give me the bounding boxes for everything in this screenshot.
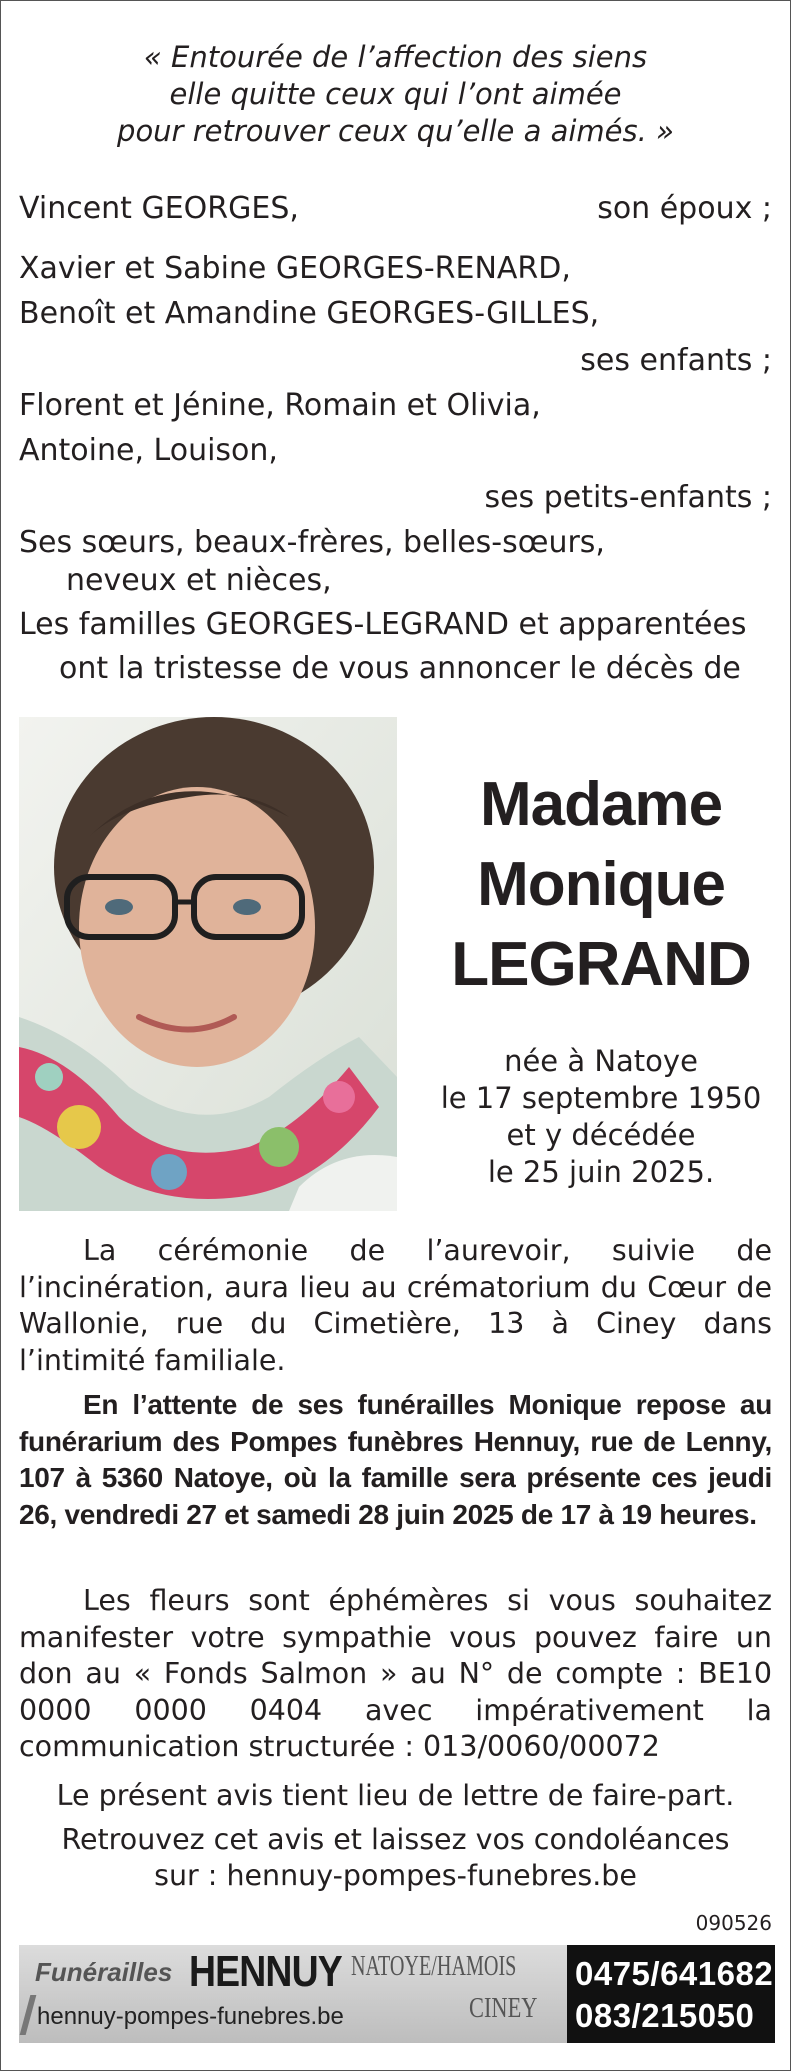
funerailles-label: Funérailles bbox=[35, 1957, 173, 1987]
condolences-website: sur : hennuy-pompes-funebres.be bbox=[154, 1859, 637, 1892]
phone-number-mobile: 0475/641682 bbox=[575, 1955, 774, 1992]
grandchildren-relation: ses petits-enfants ; bbox=[484, 480, 772, 515]
portrait-illustration bbox=[19, 717, 397, 1211]
birth-place: née à Natoye bbox=[504, 1044, 698, 1078]
ceremony-paragraph bbox=[19, 1233, 772, 1379]
epigraph-quote bbox=[1, 39, 790, 150]
phone-number-landline: 083/215050 bbox=[575, 1997, 755, 2034]
locations-secondary: CINEY bbox=[469, 1993, 538, 2024]
flowers-text: Les fleurs sont éphémères si vous souhaitez manifester votre sympathie vous pouvez faire un don au « Fonds Salmon » au N° de compte : BE10 0000 0000 0404 avec impérativement la communication structurée : 013/0060/00072 bbox=[19, 1584, 772, 1763]
death-place: et y décédée bbox=[506, 1118, 696, 1152]
spouse-name: Vincent GEORGES, bbox=[19, 191, 299, 226]
deceased-last-name: LEGRAND bbox=[451, 930, 751, 999]
reference-number: 090526 bbox=[695, 1911, 772, 1935]
child-line: Xavier et Sabine GEORGES-RENARD, bbox=[19, 251, 571, 286]
quote-line: elle quitte ceux qui l’ont aimée bbox=[169, 77, 622, 111]
deceased-first-name: Monique bbox=[477, 850, 725, 919]
families-line: Les familles GEORGES-LEGRAND et apparentées bbox=[19, 607, 747, 642]
brand-logo: HENNUY bbox=[189, 1947, 342, 1996]
grandchild-line: Florent et Jénine, Romain et Olivia, bbox=[19, 388, 541, 423]
phone-box bbox=[567, 1945, 775, 2043]
grandchild-line: Antoine, Louison, bbox=[19, 433, 278, 468]
notice-line: Le présent avis tient lieu de lettre de faire-part. bbox=[56, 1779, 735, 1812]
announce-line: ont la tristesse de vous annoncer le décès de bbox=[59, 651, 741, 686]
funeral-home-banner bbox=[19, 1945, 775, 2043]
quote-line: pour retrouver ceux qu’elle a aimés. » bbox=[117, 114, 674, 148]
birth-date: le 17 septembre 1950 bbox=[440, 1081, 762, 1115]
quote-line: « Entourée de l’affection des siens bbox=[143, 40, 648, 74]
life-dates bbox=[421, 1043, 781, 1191]
visitation-paragraph bbox=[19, 1387, 772, 1533]
locations-primary: NATOYE/HAMOIS bbox=[351, 1951, 517, 1982]
child-line: Benoît et Amandine GEORGES-GILLES, bbox=[19, 296, 600, 331]
ceremony-text: La cérémonie de l’aurevoir, suivie de l’incinération, aura lieu au crématorium du Cœur de Wallonie, rue du Cimetière, 13 à Ciney dans l’intimité familiale. bbox=[19, 1234, 772, 1377]
deceased-title: Madame bbox=[479, 770, 723, 839]
condolences-line: Retrouvez cet avis et laissez vos condoléances bbox=[61, 1823, 730, 1856]
death-date: le 25 juin 2025. bbox=[487, 1155, 715, 1189]
logo-slash bbox=[20, 1995, 37, 2035]
spouse-relation: son époux ; bbox=[597, 191, 772, 226]
nephews-line: neveux et nièces, bbox=[66, 563, 332, 598]
footer-website: hennuy-pompes-funebres.be bbox=[37, 2003, 344, 2030]
visitation-text: En l’attente de ses funérailles Monique repose au funérarium des Pompes funèbres Hennuy, rue de Lenny, 107 à 5360 Natoye, où la famille sera présente ces jeudi 26, vendredi 27 et samedi 28 juin 2025 de 17 à 19 heures. bbox=[19, 1389, 772, 1530]
siblings-line: Ses sœurs, beaux-frères, belles-sœurs, bbox=[19, 525, 605, 560]
flowers-paragraph bbox=[19, 1583, 772, 1766]
portrait-photo bbox=[19, 717, 397, 1211]
children-relation: ses enfants ; bbox=[580, 343, 772, 378]
